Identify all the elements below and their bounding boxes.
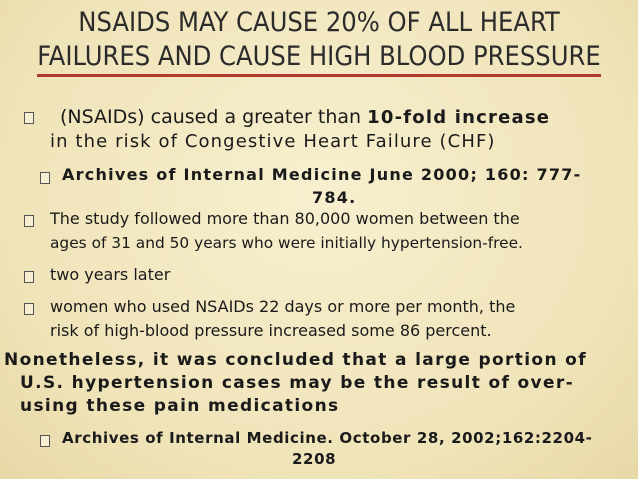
sub-bullet-2-line-2: 2208 <box>292 450 337 468</box>
conclusion-line-2: U.S. hypertension cases may be the result of over- <box>20 373 574 393</box>
sub-bullet-icon <box>40 435 50 447</box>
bullet-1-text-b: 10-fold increase <box>367 107 551 128</box>
title-line-2-text: FAILURES AND CAUSE HIGH BLOOD PRESSURE <box>37 40 600 77</box>
bullet-1-line-1 <box>60 104 550 131</box>
sub-bullet-icon <box>40 172 50 184</box>
bullet-4-line-1: women who used NSAIDs 22 days or more per month, the <box>50 297 516 316</box>
bullet-icon <box>24 112 34 124</box>
bullet-icon <box>24 271 34 283</box>
bullet-1-text-a: (NSAIDs) caused a greater than <box>60 106 368 128</box>
bullet-icon <box>24 215 34 227</box>
sub-bullet-1-line-2: 784. <box>312 188 357 207</box>
title-line-2 <box>0 40 638 77</box>
title-line-1 <box>0 6 638 40</box>
conclusion-line-3: using these pain medications <box>20 396 340 416</box>
bullet-1-line-2: in the risk of Congestive Heart Failure (CHF) <box>50 131 496 152</box>
bullet-2-line-2: ages of 31 and 50 years who were initially hypertension-free. <box>50 234 523 252</box>
slide-title <box>0 6 638 77</box>
bullet-4-line-2: risk of high-blood pressure increased some 86 percent. <box>50 321 492 340</box>
bullet-3-line-1: two years later <box>50 265 171 284</box>
sub-bullet-1-line-1: Archives of Internal Medicine June 2000; 160: 777- <box>62 165 582 184</box>
bullet-icon <box>24 303 34 315</box>
conclusion-line-1: Nonetheless, it was concluded that a large portion of <box>4 350 587 370</box>
title-line-1-text: NSAIDS MAY CAUSE 20% OF ALL HEART <box>78 7 560 38</box>
sub-bullet-2-line-1: Archives of Internal Medicine. October 28, 2002;162:2204- <box>62 429 593 447</box>
bullet-2-line-1: The study followed more than 80,000 women between the <box>50 209 520 228</box>
